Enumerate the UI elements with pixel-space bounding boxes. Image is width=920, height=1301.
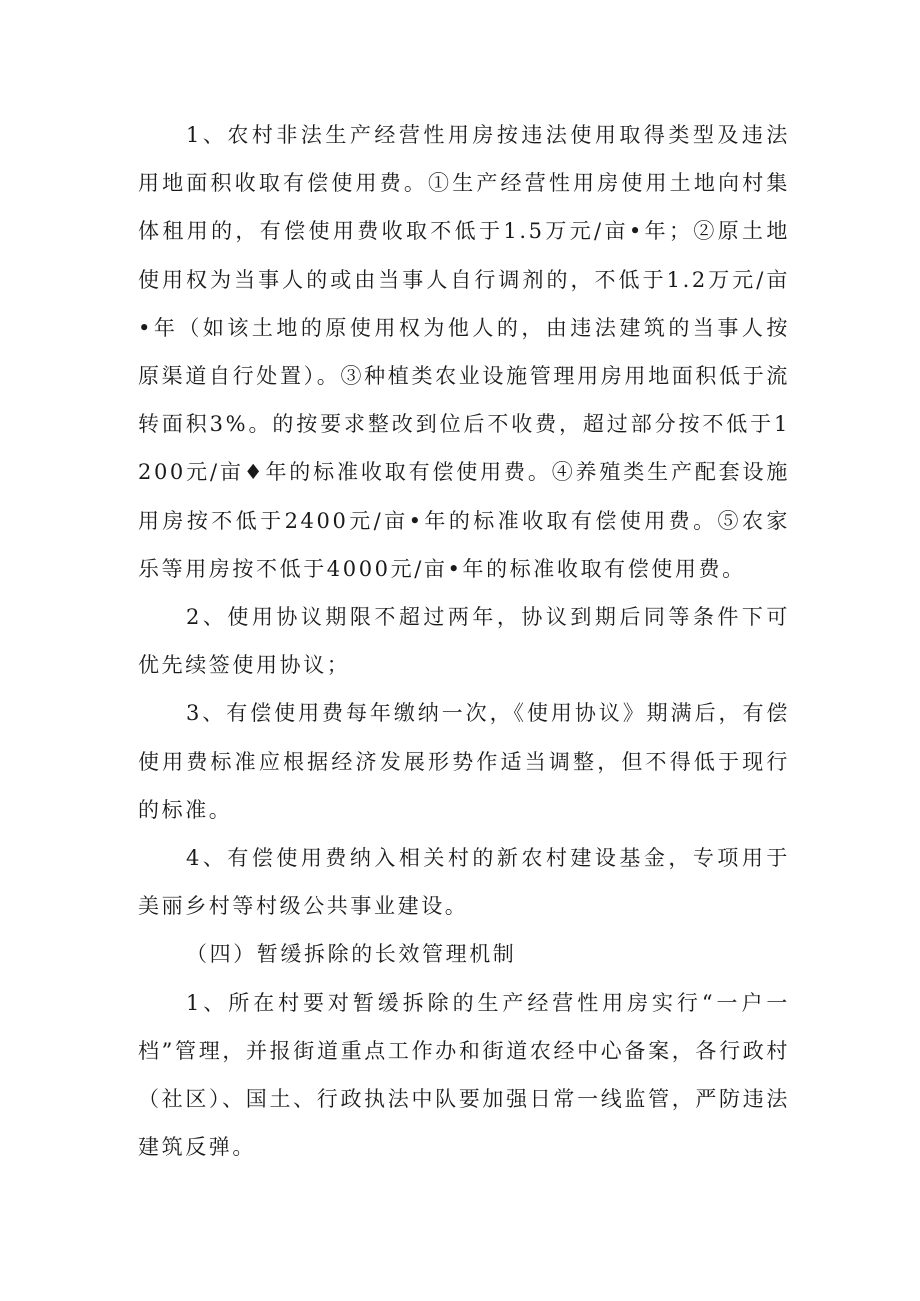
paragraph-archive-management: 1、所在村要对暂缓拆除的生产经营性用房实行“一户一档”管理，并报街道重点工作办和街道农经中心备案，各行政村（社区）、国土、行政执法中队要加强日常一线监管，严防违法建筑反弹。 <box>138 990 790 1160</box>
paragraph-fund-usage: 4、有偿使用费纳入相关村的新农村建设基金，专项用于美丽乡村等村级公共事业建设。 <box>138 846 790 919</box>
section-heading: （四）暂缓拆除的长效管理机制 <box>186 942 517 967</box>
paragraph-annual-payment: 3、有偿使用费每年缴纳一次，《使用协议》期满后，有偿使用费标准应根据经济发展形势作适当调整，但不得低于现行的标准。 <box>138 701 790 822</box>
document-body <box>138 111 790 1171</box>
paragraph-agreement-term: 2、使用协议期限不超过两年，协议到期后同等条件下可优先续签使用协议； <box>138 605 790 678</box>
paragraph-fee-standards: 1、农村非法生产经营性用房按违法使用取得类型及违法用地面积收取有偿使用费。①生产经营性用房使用土地向村集体租用的，有偿使用费收取不低于1.5万元/亩•年；②原土地使用权为当事人的或由当事人自行调剂的，不低于1.2万元/亩•年（如该土地的原使用权为他人的，由违法建筑的当事人按原渠道自行处置）。③种植类农业设施管理用房用地面积低于流转面积3%。的按要求整改到位后不收费，超过部分按不低于1200元/亩♦年的标准收取有偿使用费。④养殖类生产配套设施用房按不低于2400元/亩•年的标准收取有偿使用费。⑤农家乐等用房按不低于4000元/亩•年的标准收取有偿使用费。 <box>138 123 790 581</box>
